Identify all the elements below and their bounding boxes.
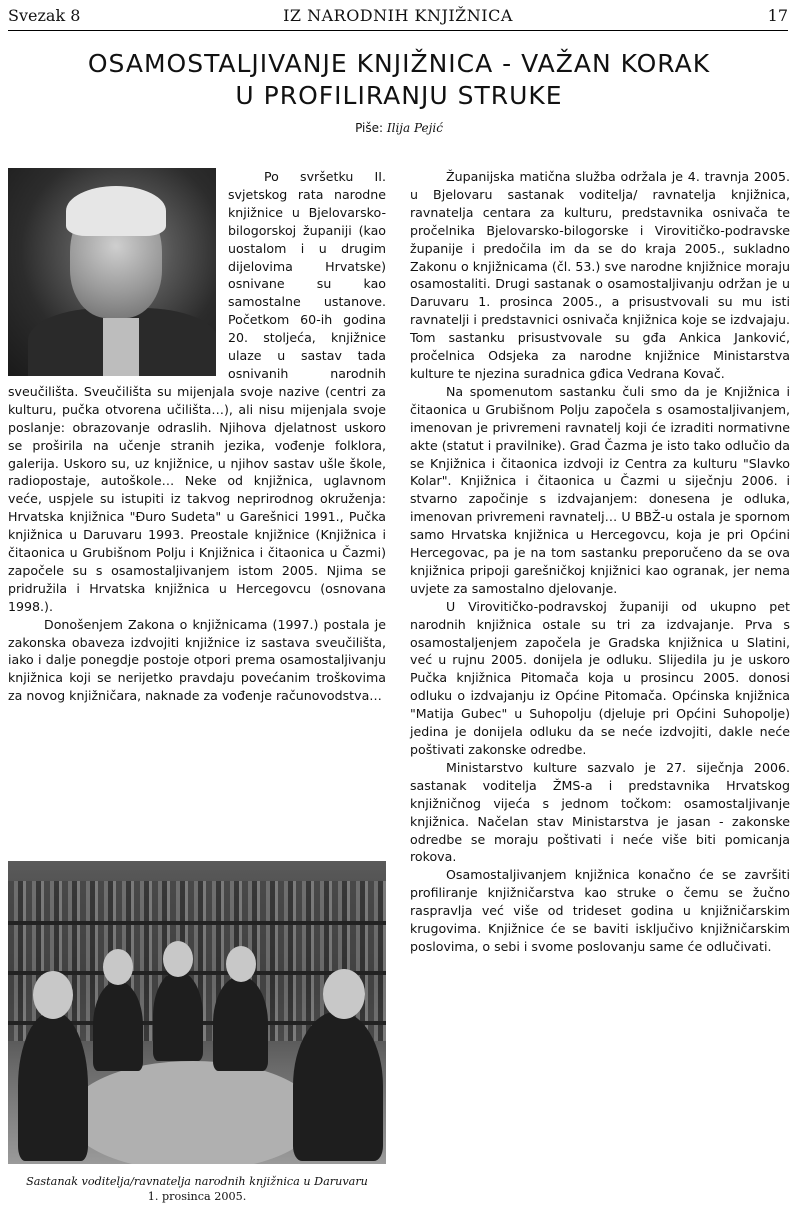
person-head (33, 971, 73, 1019)
right-paragraph-2: Na spomenutom sastanku čuli smo da je Knjižnica i čitaonica u Grubišnom Polju započela s osamostaljivanjem, imenovan je privremeni ravnatelj koji će izraditi normativne akte (statut i pravilnike). Grad Čazma je isto tako odlučio da se Knjižnica i čitaonica izdvoji iz Centra za kulturu "Slavko Kolar". Knjižnica i čitaonica u Čazmi u siječnju 2006. i stvarno započinje s izdvajanjem: donesena je odluka, imenovan privremeni ravnatelj… U BBŽ-u ostala je spornom samo Hrvatska knjižnica u Hercegovcu, koja je pri Općini Hercegovac, pa je na tom sastanku preporučeno da se ova knjižnica pripoji garešničkoj knjižnici kao ogranak, jer nema uvjete za samostalno djelovanje. (410, 383, 790, 596)
author-name: Ilija Pejić (386, 121, 443, 135)
portrait-shirt (103, 318, 139, 376)
person-figure (213, 976, 268, 1071)
right-paragraph-4: Ministarstvo kulture sazvalo je 27. siječnja 2006. sastanak voditelja ŽMS-a i predstavnika Hrvatskog knjižničnog vijeća s jednom točkom: osamostaljivanje knjižnica. Načelan stav Ministarstva je jasan - zakonske odredbe se moraju poštivati i neće više biti pomicanja rokova. (410, 759, 790, 865)
meeting-table (68, 1061, 318, 1164)
article-title (10, 48, 788, 112)
section-title: IZ NARODNIH KNJIŽNICA (283, 6, 513, 25)
caption-line-2: 1. prosinca 2005. (147, 1190, 247, 1203)
person-head (226, 946, 256, 982)
title-line-1: OSAMOSTALJIVANJE KNJIŽNICA - VAŽAN KORAK (87, 49, 711, 78)
shelf-line (8, 921, 386, 925)
right-paragraph-1: Županijska matična služba održala je 4. travnja 2005. u Bjelovaru sastanak voditelja/ ravnatelja knjižnica, ravnatelja centara za kulturu, predstavnika osnivača te pročelnika Bjelovarsko-bilogorske i Virovitičko-podravske županije i predočila im da se do kraja 2005., sukladno Zakonu o knjižnicama (čl. 53.) sve narodne knjižnice moraju osamostaliti. Drugi sastanak o osamostaljivanju održan je u Daruvaru 1. prosinca 2005., a prisustvovali su mu isti ravnatelji i predstavnici osnivača knjižnica koje se izdvajaju. Tom sastanku prisustvovale su gđa Ankica Janković, pročelnica Odsjeka za narodne knjižnice Ministarstva kulture te njezina suradnica gđica Vedrana Kovač. (410, 169, 790, 381)
person-head (323, 969, 365, 1019)
left-paragraph-2: Donošenjem Zakona o knjižnicama (1997.) postala je zakonska obaveza izdvojiti knjižnice iz sastava sveučilišta, iako i dalje ponegdje postoje otpori prema osamostaljivanju knjižnica koji se nerijetko pravdaju povećanim troškovima za novog knjižničara, naknade za vođenje računovodstva… (8, 616, 386, 704)
photo-caption (8, 1174, 386, 1204)
right-column (410, 168, 790, 956)
person-figure (293, 1011, 383, 1161)
left-column (8, 168, 386, 705)
person-head (163, 941, 193, 977)
byline-prefix: Piše: (355, 121, 387, 135)
right-paragraph-5: Osamostaljivanjem knjižnica konačno će se završiti profiliranje knjižničarstva kao struke o čemu se žučno raspravlja već više od trideset godina u knjižničarskim krugovima. Knjižnice će se baviti isključivo knjižničarskim poslovima, o sebi i svome poslovanju same će odlučivati. (410, 867, 790, 954)
title-line-2: U PROFILIRANJU STRUKE (235, 81, 563, 110)
person-figure (18, 1011, 88, 1161)
author-portrait-photo (8, 168, 216, 376)
byline (0, 121, 798, 135)
person-figure (93, 981, 143, 1071)
page-header (8, 4, 788, 31)
meeting-photo (8, 861, 386, 1164)
right-paragraph-3: U Virovitičko-podravskoj županiji od ukupno pet narodnih knjižnica ostale su tri za izdvajanje. Prva s osamostaljenjem započela je Gradska knjižnica u Slatini, već u rujnu 2005. donijela je odluku. Slijedila ju je uskoro Pučka knjižnica Pitomača koja u prosincu 2005. donosi odluku o izdvajanju iz Općine Pitomača. Općinska knjižnica "Matija Gubec" u Suhopolju (djeluje pri Općini Suhopolje) jedina je donijela odluku da se neće izdvojiti, dakle neće poštivati zakonske odredbe. (410, 598, 790, 757)
caption-line-1: Sastanak voditelja/ravnatelja narodnih knjižnica u Daruvaru (26, 1175, 368, 1188)
portrait-hair (66, 186, 166, 236)
person-figure (153, 971, 203, 1061)
page-number: 17 (767, 6, 788, 25)
left-paragraph-1: Po svršetku II. svjetskog rata narodne knjižnice u Bjelovarsko-bilogorskoj županiji (kao uostalom i u drugim dijelovima Hrvatske) osnivane su kao samostalne ustanove. Početkom 60-ih godina 20. stoljeća, knjižnice ulaze u sastav tada osnivanih narodnih sveučilišta. Sveučilišta su mijenjala svoje nazive (centri za kulturu, pučka otvorena učilišta…), ali nisu mijenjala svoje poslanje: obrazovanje odraslih. Njihova djelatnost uskoro se proširila na učenje stranih jezika, vođenje folklora, galerija. Uskoro su, uz knjižnice, u njihov sastav ušle škole, radiopostaje, autoškole… Neke od knjižnica, uglavnom veće, uspjele su istupiti iz takvog neprirodnog okruženja: Hrvatska knjižnica "Đuro Sudeta" u Garešnici 1991., Pučka knjižnica u Daruvaru 1993. Preostale knjižnice (Knjižnica i čitaonica u Grubišnom Polju i Knjižnica i čitaonica u Čazmi) započele su s osamostaljivanjem istom 2005. Njima se pridružila i Hrvatska knjižnica u Hercegovcu (osnovana 1998.). (8, 169, 386, 614)
journal-issue: Svezak 8 (8, 6, 81, 25)
person-head (103, 949, 133, 985)
